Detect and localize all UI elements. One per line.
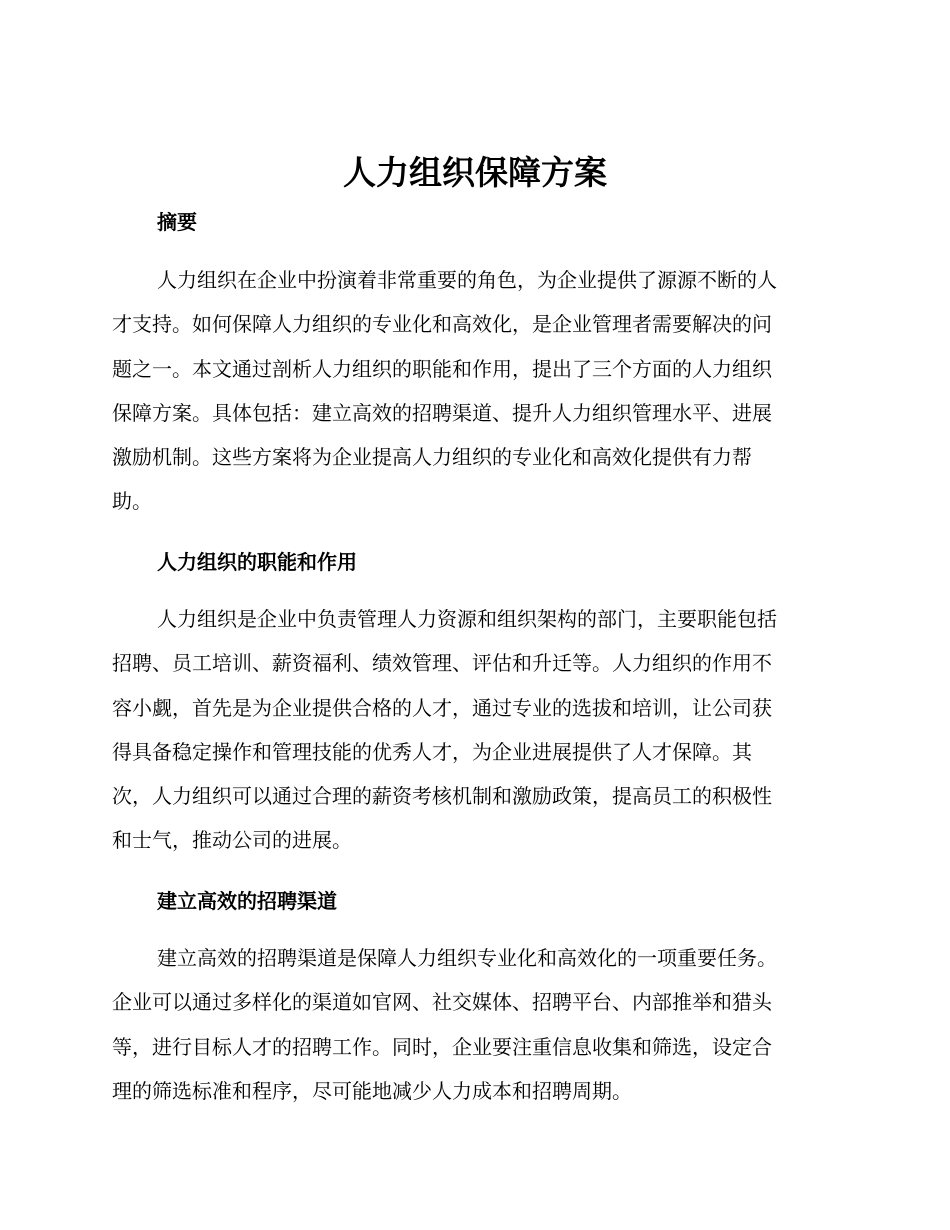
section-paragraph-functions (112, 597, 830, 863)
paragraph-line: 保障方案。具体包括：建立高效的招聘渠道、提升人力组织管理水平、进展 (112, 400, 772, 425)
paragraph-line: 招聘、员工培训、薪资福利、绩效管理、评估和升迁等。人力组织的作用不 (112, 651, 772, 676)
paragraph-line: 企业可以通过多样化的渠道如官网、社交媒体、招聘平台、内部推举和猎头 (112, 990, 772, 1015)
section-heading-abstract: 摘要 (157, 210, 197, 234)
document-title: 人力组织保障方案 (343, 153, 607, 192)
paragraph-line: 题之一。本文通过剖析人力组织的职能和作用，提出了三个方面的人力组织 (112, 356, 772, 381)
paragraph-line: 理的筛选标准和程序，尽可能地减少人力成本和招聘周期。 (112, 1078, 632, 1103)
section-heading-recruitment: 建立高效的招聘渠道 (157, 889, 337, 913)
paragraph-line: 人力组织是企业中负责管理人力资源和组织架构的部门，主要职能包括 (157, 607, 777, 631)
paragraph-line: 人力组织在企业中扮演着非常重要的角色，为企业提供了源源不断的人 (157, 268, 777, 292)
section-paragraph-abstract (112, 258, 830, 524)
paragraph-line: 建立高效的招聘渠道是保障人力组织专业化和高效化的一项重要任务。 (157, 946, 777, 970)
section-heading-functions: 人力组织的职能和作用 (157, 550, 357, 574)
paragraph-line: 次，人力组织可以通过合理的薪资考核机制和激励政策，提高员工的积极性 (112, 784, 772, 809)
paragraph-line: 得具备稳定操作和管理技能的优秀人才，为企业进展提供了人才保障。其 (112, 739, 752, 764)
paragraph-line: 才支持。如何保障人力组织的专业化和高效化，是企业管理者需要解决的问 (112, 312, 772, 337)
paragraph-line: 激励机制。这些方案将为企业提高人力组织的专业化和高效化提供有力帮 (112, 445, 752, 470)
paragraph-line: 容小觑，首先是为企业提供合格的人才，通过专业的选拔和培训，让公司获 (112, 695, 772, 720)
section-paragraph-recruitment (112, 936, 830, 1113)
paragraph-line: 助。 (112, 489, 152, 514)
paragraph-line: 和士气，推动公司的进展。 (112, 828, 352, 853)
paragraph-line: 等，进行目标人才的招聘工作。同时，企业要注重信息收集和筛选，设定合 (112, 1034, 772, 1059)
